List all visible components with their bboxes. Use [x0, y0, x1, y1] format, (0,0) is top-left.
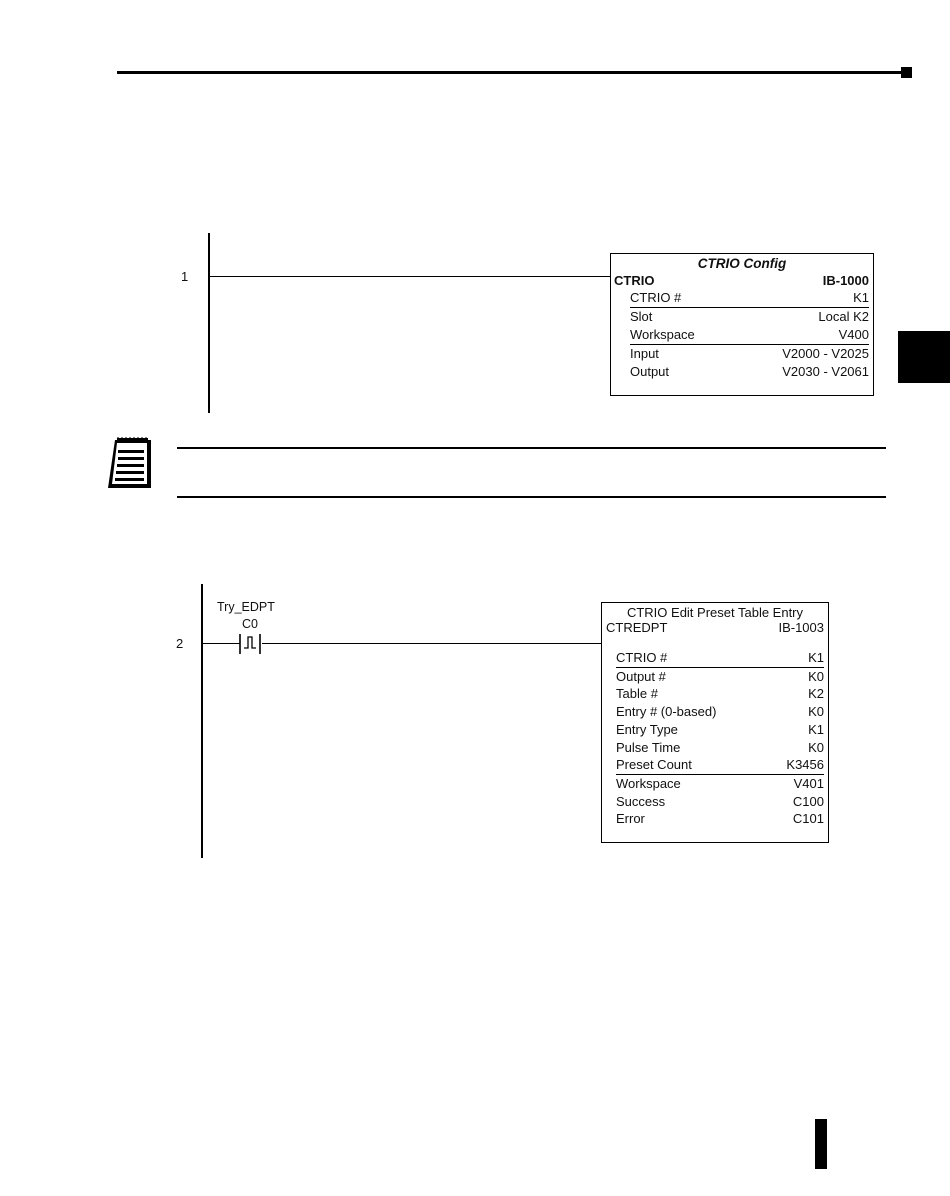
param-value: V400 — [838, 327, 869, 342]
param-list — [616, 649, 824, 828]
rung-number: 1 — [181, 269, 189, 284]
rung-number: 2 — [176, 636, 184, 651]
param-value: C100 — [792, 793, 824, 809]
param-value: V401 — [793, 775, 824, 791]
notepad-icon — [103, 436, 153, 490]
param-label: Entry Type — [616, 721, 678, 737]
contact-address: C0 — [242, 617, 258, 631]
box-header-right: IB-1000 — [822, 273, 869, 288]
param-list — [630, 289, 869, 381]
box-header-left: CTREDPT — [606, 620, 668, 635]
param-label: Entry # (0-based) — [616, 704, 717, 720]
box-title: CTRIO Config — [697, 256, 787, 271]
param-label: Input — [630, 346, 659, 361]
chapter-tab — [898, 331, 950, 383]
param-label: Workspace — [630, 327, 695, 342]
param-value: C101 — [792, 811, 824, 827]
box-header — [602, 620, 828, 635]
param-row — [616, 756, 824, 775]
param-value: K0 — [808, 704, 824, 720]
param-value: Local K2 — [818, 309, 869, 324]
param-row — [630, 289, 869, 308]
param-row — [630, 345, 869, 363]
param-row — [630, 326, 869, 345]
param-label: CTRIO # — [630, 290, 682, 305]
param-value: V2000 - V2025 — [782, 346, 869, 361]
param-row — [616, 810, 824, 828]
box-header — [611, 271, 873, 288]
param-label: CTRIO # — [616, 650, 668, 665]
power-rail-left — [208, 233, 210, 413]
note-rule-bottom — [177, 496, 886, 498]
param-value: K1 — [853, 290, 869, 305]
rung-wire-right — [262, 643, 602, 644]
param-row — [616, 739, 824, 757]
param-label: Output # — [616, 668, 666, 684]
param-row — [616, 775, 824, 793]
param-row — [630, 308, 869, 326]
ctrio-config-box — [610, 253, 874, 396]
param-value: K3456 — [786, 757, 824, 773]
param-row — [616, 685, 824, 703]
param-row — [616, 793, 824, 811]
param-row — [616, 668, 824, 686]
param-label: Workspace — [616, 775, 681, 791]
ctredpt-box — [601, 602, 829, 843]
param-label: Success — [616, 793, 666, 809]
param-row — [616, 721, 824, 739]
power-rail-left — [201, 584, 203, 858]
param-value: K1 — [808, 721, 824, 737]
param-label: Pulse Time — [616, 739, 681, 755]
param-value: K2 — [808, 686, 824, 702]
param-value: K0 — [808, 668, 824, 684]
page-marker — [815, 1119, 827, 1169]
param-value: K1 — [808, 650, 824, 665]
param-value: K0 — [808, 739, 824, 755]
box-header-right: IB-1003 — [778, 620, 824, 635]
param-label: Output — [630, 364, 670, 379]
box-title: CTRIO Edit Preset Table Entry — [626, 605, 804, 620]
param-label: Slot — [630, 309, 653, 324]
param-label: Preset Count — [616, 757, 692, 773]
param-row — [630, 363, 869, 381]
positive-edge-contact-icon — [238, 633, 264, 655]
param-value: V2030 - V2061 — [782, 364, 869, 379]
param-row — [616, 649, 824, 668]
param-label: Error — [616, 811, 645, 827]
note-rule-top — [177, 447, 886, 449]
rung-wire-left — [203, 643, 240, 644]
rung-wire — [210, 276, 611, 277]
header-rule-end-square — [901, 67, 912, 78]
contact-tag: Try_EDPT — [217, 600, 275, 614]
header-rule — [117, 71, 905, 74]
param-label: Table # — [616, 686, 658, 702]
box-header-left: CTRIO — [614, 273, 655, 288]
param-row — [616, 703, 824, 721]
